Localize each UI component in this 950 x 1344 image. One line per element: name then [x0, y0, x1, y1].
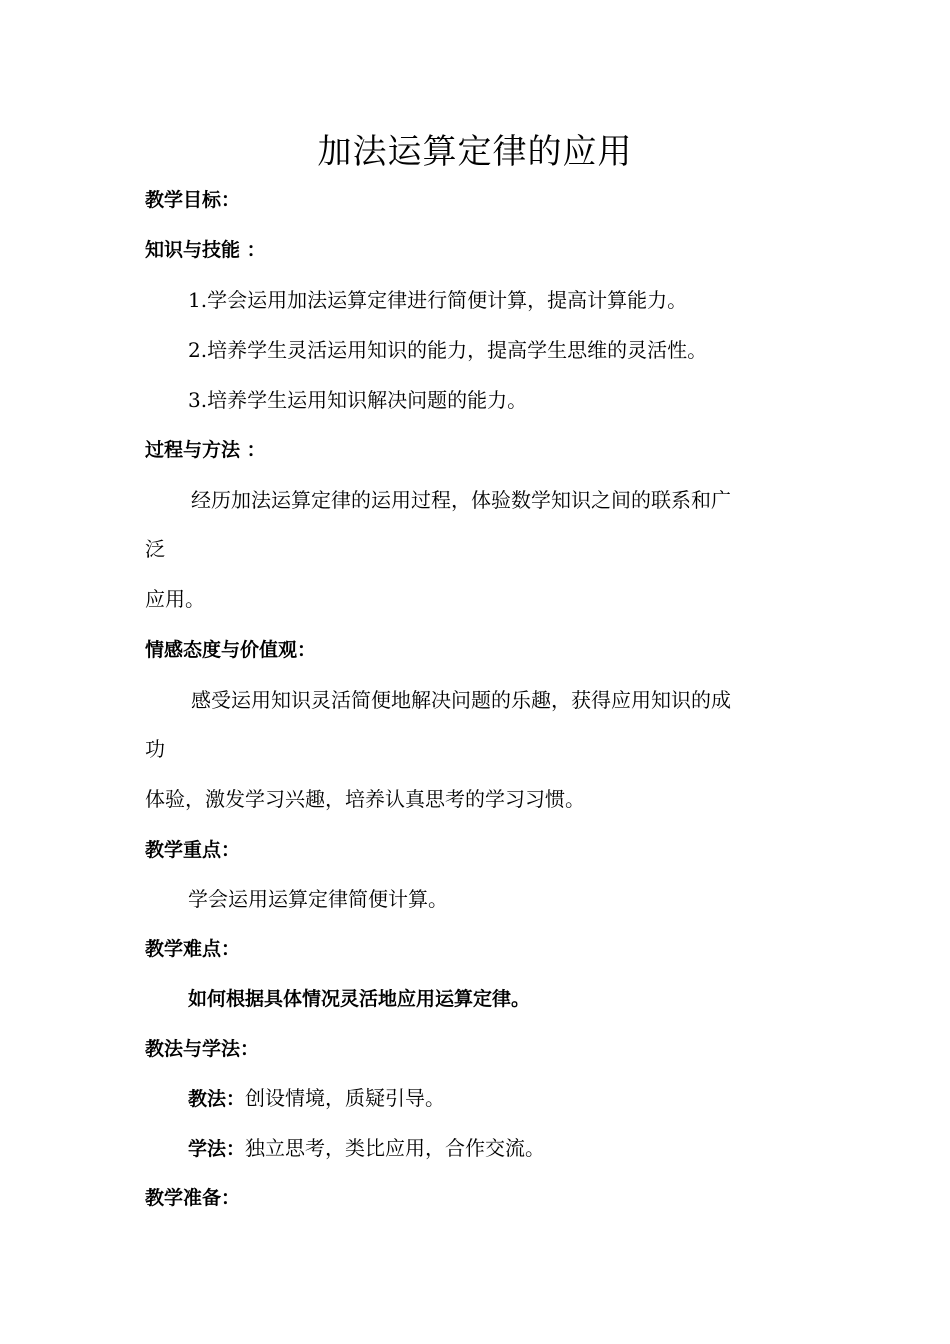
emotion-values-line-1: 感受运用知识灵活简便地解决问题的乐趣，获得应用知识的成 — [191, 688, 731, 712]
teaching-method-text: 创设情境，质疑引导。 — [245, 1086, 446, 1110]
methods-heading: 教法与学法： — [145, 1038, 260, 1060]
document-title: 加法运算定律的应用 — [317, 132, 633, 172]
learning-method-label: 学法： — [188, 1138, 246, 1160]
process-method-heading: 过程与方法 ： — [145, 439, 266, 461]
knowledge-item-1: 1.学会运用加法运算定律进行简便计算，提高计算能力。 — [188, 288, 688, 312]
knowledge-item-2: 2.培养学生灵活运用知识的能力，提高学生思维的灵活性。 — [188, 338, 708, 362]
key-point-heading: 教学重点： — [145, 839, 241, 861]
difficulty-text: 如何根据具体情况灵活地应用运算定律。 — [188, 988, 531, 1010]
learning-method-row — [188, 1134, 545, 1163]
teaching-method-row — [188, 1084, 445, 1113]
difficulty-heading: 教学难点： — [145, 938, 241, 960]
emotion-values-line-3: 体验，激发学习兴趣，培养认真思考的学习习惯。 — [145, 787, 585, 811]
process-method-line-3: 应用。 — [145, 587, 205, 611]
learning-method-text: 独立思考，类比应用，合作交流。 — [245, 1136, 546, 1160]
teaching-goals-heading: 教学目标： — [145, 189, 241, 211]
knowledge-item-3: 3.培养学生运用知识解决问题的能力。 — [188, 388, 528, 412]
process-method-line-2: 泛 — [145, 537, 165, 561]
preparation-heading: 教学准备： — [145, 1187, 241, 1209]
key-point-text: 学会运用运算定律简便计算。 — [188, 887, 448, 911]
process-method-line-1: 经历加法运算定律的运用过程，体验数学知识之间的联系和广 — [191, 488, 731, 512]
emotion-values-heading: 情感态度与价值观： — [145, 639, 317, 661]
knowledge-skills-heading: 知识与技能 ： — [145, 239, 266, 261]
teaching-method-label: 教法： — [188, 1088, 246, 1110]
emotion-values-line-2: 功 — [145, 737, 165, 761]
